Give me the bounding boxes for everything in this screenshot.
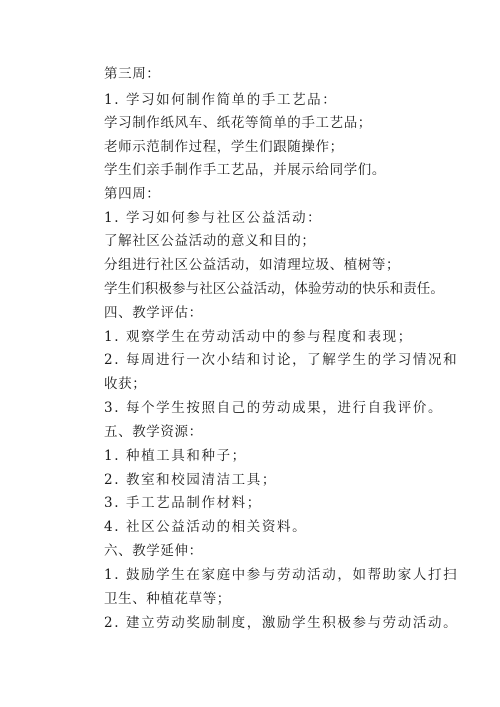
evaluation-item-2-continued: 收获；	[104, 376, 147, 392]
resource-item-2: 2. 教室和校园清洁工具；	[104, 472, 277, 488]
resource-item-3: 3. 手工艺品制作材料；	[104, 495, 262, 511]
week-four-line-1: 了解社区公益活动的意义和目的；	[104, 233, 316, 249]
week-three-heading: 第三周：	[104, 66, 161, 82]
section-five-heading: 五、教学资源：	[104, 424, 203, 440]
week-three-item-1: 1. 学习如何制作简单的手工艺品：	[104, 92, 338, 108]
week-three-line-2: 老师示范制作过程，学生们跟随操作；	[104, 139, 344, 155]
evaluation-item-3: 3. 每个学生按照自己的劳动成果，进行自我评价。	[104, 400, 444, 416]
extension-item-1: 1. 鼓励学生在家庭中参与劳动活动，如帮助家人打扫	[104, 567, 459, 583]
week-four-heading: 第四周：	[104, 186, 161, 202]
week-three-line-3: 学生们亲手制作手工艺品，并展示给同学们。	[104, 162, 386, 178]
extension-item-2: 2. 建立劳动奖励制度，激励学生积极参与劳动活动。	[104, 615, 459, 631]
week-four-line-2: 分组进行社区公益活动，如清理垃圾、植树等；	[104, 257, 401, 273]
section-six-heading: 六、教学延伸：	[104, 543, 203, 559]
evaluation-item-2: 2. 每周进行一次小结和讨论，了解学生的学习情况和	[104, 352, 459, 368]
evaluation-item-1: 1. 观察学生在劳动活动中的参与程度和表现；	[104, 329, 413, 345]
resource-item-1: 1. 种植工具和种子；	[104, 448, 247, 464]
week-four-line-3: 学生们积极参与社区公益活动，体验劳动的快乐和责任。	[104, 281, 444, 297]
resource-item-4: 4. 社区公益活动的相关资料。	[104, 519, 308, 535]
extension-item-1-continued: 卫生、种植花草等；	[104, 591, 231, 607]
section-four-heading: 四、教学评估：	[104, 305, 203, 321]
week-four-item-1: 1. 学习如何参与社区公益活动：	[104, 210, 323, 226]
week-three-line-1: 学习制作纸风车、纸花等简单的手工艺品；	[104, 115, 372, 131]
